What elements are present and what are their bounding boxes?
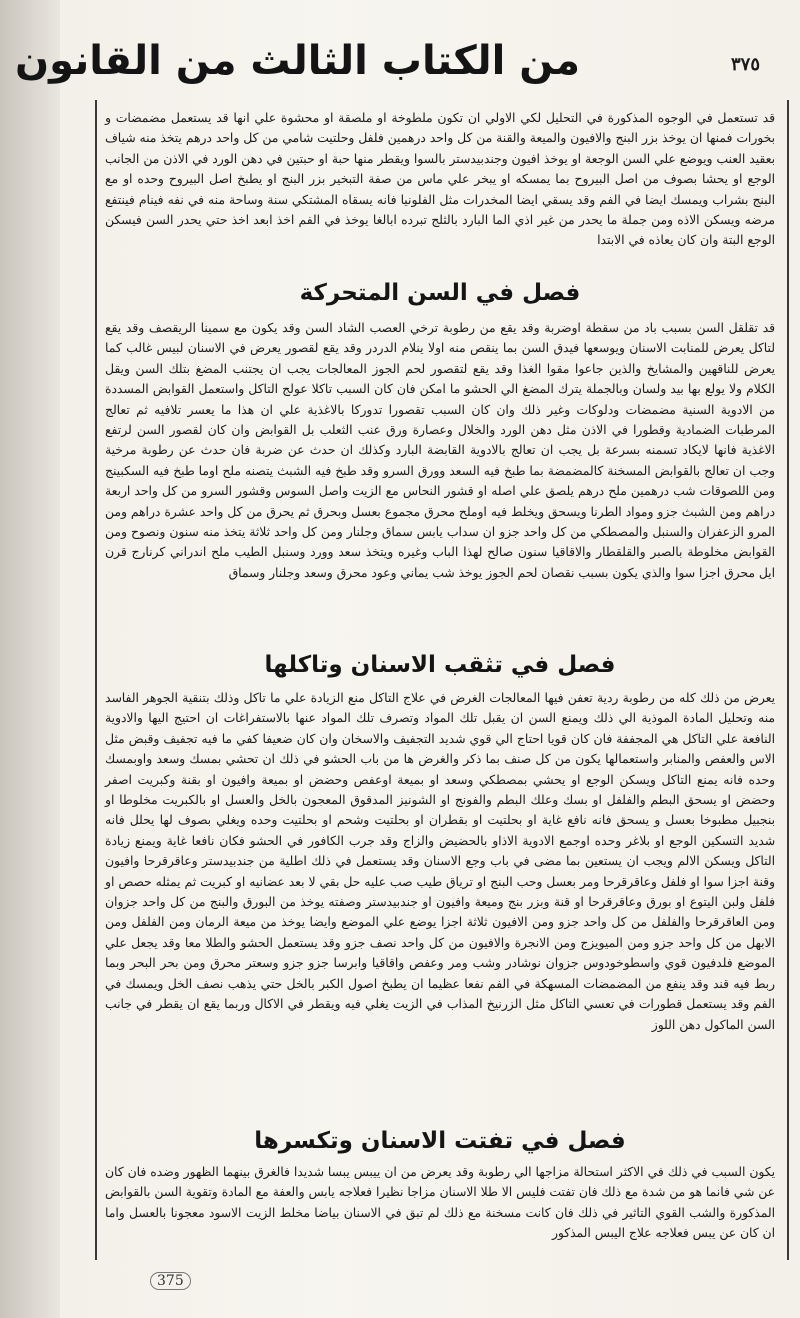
section-text-tooth-decay: [105, 688, 775, 1035]
page-header: [15, 30, 760, 100]
paragraph: يكون السبب في ذلك في الاكثر استحالة مزاجها الي رطوبة وقد يعرض من ان ييبس يبسا شديدا فالغرق بينهما الظهور وضده فان كان عن شي فانما هو من شدة مع ذلك فان تفتت فليس الا طلا الاسنان مزاجا نظيرا فعلاجه يابس والعفة مع المادة وتقوية السن بالقوابض المذكورة والشب القوي التاثير في ذلك فان كانت مسخنة مع ذلك لم تبق في الاسنان بياضا مخلط الزيت الاسود معجونا بالعسل واما ان كان عن يبس فعلاجه علاج اليبس المذكور: [105, 1165, 775, 1241]
section-text-tooth-crumbling: [105, 1162, 775, 1244]
paragraph: يعرض من ذلك كله من رطوبة ردية تعفن فيها المعالجات الغرض في علاج التاكل منع الزيادة علي ما تاكل وذلك بتنقية الجوهر الفاسد منه وتحليل المادة الموذية الي ذلك ويمنع السن ان يقبل تلك المواد وتصرف تلك المواد عنها بالاستفراغات ان احتيج اليها والادوية النافعة علي التاكل هي المجففة فان كان قويا احتاج الي قوي شديد التجفيف والاسخان وان كان ضعيفا كفي ما فيه تجفيف وقبض مثل الاس والعفص والمنابر واستعمالها يكون من كل صنف بما ذكر والغرض ها من باب الحشو في ذلك ان تحشي بمسك وسعد واوبمسك وحده فانه يمنع التاكل ويسكن الوجع او يحشي بمصطكي وسعد او بميعة اوعفص وحضض او بميعة وافيون او بقنة وكبريت اصفر وحضض او يسحق البطم والفلفل او بسك وعلك البطم والفونج او الشونيز المدقوق المعجون بالخل والعسل او بالكبريت مخلوطا او بنجبيل مطبوخا بعسل و يسحق فانه نافع غاية او بحلتيت او بقطران او بحلتيت وشحم او بحلتيت وحده ويغلي بصوف لها يحلل فانه شديد التسكين الوجع او بلاغر وحده اوجمع الادوية الاذاو بالحضيض والزاج وقد جرب الكافور في الحشو فكان نافعا غاية ويمنع زيادة التاكل ويسكن الالم ويجب ان يستعين بما مضى في باب وجع الاسنان وقد يستعمل في ذلك اطلية من جندبيدستر وعاقرقرحا وافيون وقنة اجزا سوا او فلفل وعاقرقرحا ومر بعسل وحب البنج او ترياق طيب صب عليه حل بقي لا بعد عضانيه او كبريت ثم يمثله حصص او فلفل ولبن اليتوع او بورق وعاقرقرحا او قنة وبزر بنج وميعة وافيون او جندبيدستر وصفته يوخذ من البورق والبنج من كل واحد جزوان ومن العاقرقرحا والفلفل من كل واحد جزو ومن الافيون ثلاثة اجزا يوضع علي الموضع وايضا يوخذ من ميعة الرمان ومن الفلفل ومن الابهل من كل واحد جزو ومن الميويزج ومن الانجرة والافيون من كل واحد نصف جزو وقد يستعمل الحشو والطلا معا وقد يجعل علي الموضع فلدفيون قوي واسطوخودوس جزوان نوشادر وشب ومر وعفص واقاقيا وابرسا جزو جزو وسعتر محرق ومن بحر البحر وبما ربط فيه قند وقد ينفع من المضمضات المسهكة في الفم نفعا عظيما ان يطبخ اصول الكبر بالخل حتي يذهب نصف الخل ويمسك في الفم وقد يستعمل قطورات في تعسي التاكل مثل الزرنيخ المذاب في الزيت يغلي فيه ويقطر في الاكال وربما يقع ان يقطر في جانب السن الماكول دهن اللوز: [105, 691, 775, 1032]
header-page-number: ٣٧٥: [730, 54, 760, 75]
paragraph: قد تقلقل السن بسبب باد من سقطة اوضربة وقد يقع من رطوبة ترخي العصب الشاد السن وقد يكون مع سمينا الريقصف وقد يقع لتاكل يعرض للمنابت الاسنان ويوسعها فيدق السن بما ينقص منه اولا ينلام الدردر وقد يقع لقصور يعرض في الاسنان لبيس غالب كما يعرض للناقهين والمشايخ والذين جاعوا مقوا الغذا وقد يقع لتقصور لحم الجوز المعالجات يجب ان يجتنب المضغ بتلك السن ويقل الكلام ولا يولع بها بيد ولسان وبالجملة يترك المضغ الي الحشو ما امكن فان كان السبب تاكلا عولج التاكل واستعمل القوابض المسددة من الادوية السنية مضمضات ودلوكات وغير ذلك وان كان السبب تقصورا تدوركا بالاغذية علي ان هذا ما يعسر تلافيه ثم تعالج المرطبات الضمادية وقطورا في الاذن مثل دهن الورد والخلال وعصارة ورق عنب الثعلب بل القوابض وان كان لقصور السن لرتفع الاغذية فانها لايكاد تسمنه بسرعة بل يجب ان تعالج بالادوية القابضة البارد وكذلك ان حدث عن ضربة فان حدث عن رطوبة مرخية وجب ان تعالج بالقوابض المسخنة كالمضمضة بما طبخ فيه السعد وورق السرو وقد طبخ فيه الشبث يتصنه ملح اوما طبخ فيه السكبينج ومن اللصوقات شب درهمين ملح درهم يلصق علي اصله او قشور النحاس مع الزيت واصل السوس وقشور السرو من كل واحد اربعة دراهم ومن الشبث جزو ومواد الطرنا ويسحق ويخلط فيه اوملح محرق مجموع بعسل وبحرق ثم يحرق من كل واحد عشرة دراهم ومن المرو الزعفران والسنبل والمصطكي من كل واحد جزو ان سداب يابس سماق وجلنار ومن كل واحد ثلاثة يتخذ منه سنون ونصوح ومن القوابض مخلوطة بالصبر والقلقطار والاقاقيا سنون صالح لهذا الباب وغيره ويتخذ سعد وورد وسنبل الطيب ملح اندراني كرنارج قرن ايل محرق اجزا سوا والذي يكون بسبب نقصان لحم الجوز يوخذ شب يماني وعود محرق وسعد وجلنار وسماق: [105, 321, 775, 580]
text-frame: [95, 100, 789, 1260]
section-heading-moving-teeth: فصل في السن المتحركة: [299, 280, 581, 306]
page-gutter: [0, 0, 60, 1318]
section-text-moving-teeth: [105, 318, 775, 583]
section-text-intro: [105, 108, 775, 251]
section-heading-tooth-crumbling: فصل في تفتت الاسنان وتكسرها: [254, 1128, 626, 1154]
section-heading-tooth-decay: فصل في تثقب الاسنان وتاكلها: [264, 652, 616, 678]
footer-page-number: 375: [150, 1272, 191, 1290]
paragraph: قد تستعمل في الوجوه المذكورة في التحليل لكي الاولي ان تكون ملطوخة او ملصقة او محشوة علي انها قد يستعمل مضمضات و بخورات فمنها ان يوخذ بزر البنج والافيون والميعة والقنة من كل واحد درهمين فلفل وحلتيت شامي من كل واحد درهم يتخذ منه شياف بعقيد العنب ويوضع علي السن الوجعة او يوخذ افيون وجندبيدستر بالسوا ويقطر منها حبة او حبتين في دهن الورد في الاذن من الجانب الوجع او يحشا بصوف من اصل البيروح بما يمسكه او يبخر علي ماس من صفة التبخير بزر البنج او يطبخ اصل البيروح وحده او مع البنج بشراب ويمسك ايضا في الفم وقد يسقي ايضا المخدرات مثل الفلونيا فانه يسقاه المشتكي سنة وساحة منه في نفه فينام فينتفع مرضه ويسكن الاذه ومن جملة ما يحدر من غير اذي الما البارد بالثلج تبرده ابالغا يوخذ في الفم اخذ ابعد اخذ حتي يحدر السن فيسكن الوجع البتة وان كان يعاذه في الابتدا: [105, 111, 775, 248]
running-title: من الكتاب الثالث من القانون: [15, 38, 580, 84]
